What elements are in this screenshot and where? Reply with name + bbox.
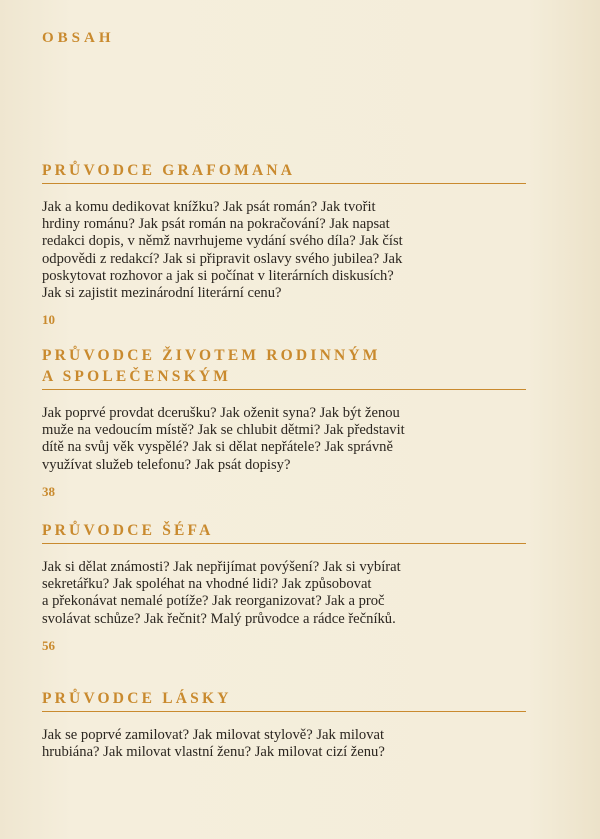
description-line: sekretářku? Jak spoléhat na vhodné lidi? Jak způsobovat (42, 576, 372, 593)
description-line: Jak si zajistit mezinárodní literární cenu? (42, 285, 282, 302)
section-rule (42, 389, 526, 390)
description-line: Jak poprvé provdat dcerušku? Jak oženit syna? Jak být ženou (42, 405, 400, 421)
section-description (42, 405, 526, 474)
toc-heading: OBSAH (42, 30, 115, 46)
description-line: a překonávat nemalé potíže? Jak reorganizovat? Jak a proč (42, 593, 385, 610)
toc-section-grafoman (42, 160, 526, 328)
section-rule (42, 543, 526, 544)
section-rule (42, 711, 526, 712)
toc-section-laska (42, 688, 526, 761)
section-description (42, 727, 526, 761)
section-title: PRŮVODCE GRAFOMANA (42, 162, 296, 179)
section-rule (42, 183, 526, 184)
section-title: PRŮVODCE ŠÉFA (42, 522, 214, 539)
description-line: dítě na svůj věk vyspělé? Jak si dělat nepřátele? Jak správně (42, 439, 393, 456)
section-title: PRŮVODCE ŽIVOTEM RODINNÝM (42, 347, 381, 364)
section-title-continued: A SPOLEČENSKÝM (42, 368, 232, 385)
description-line: svolávat schůze? Jak řečnit? Malý průvodce a rádce řečníků. (42, 610, 396, 627)
description-line: hrubiána? Jak milovat vlastní ženu? Jak milovat cizí ženu? (42, 744, 385, 761)
page-number: 38 (42, 483, 55, 499)
section-description (42, 559, 526, 628)
toc-section-rodinny (42, 345, 526, 500)
toc-section-sef (42, 520, 526, 654)
description-line: redakci dopis, v němž navrhujeme vydání svého díla? Jak číst (42, 233, 403, 250)
description-line: Jak se poprvé zamilovat? Jak milovat stylově? Jak milovat (42, 727, 385, 743)
description-line: muže na vedoucím místě? Jak se chlubit dětmi? Jak představit (42, 422, 405, 439)
section-description (42, 199, 526, 302)
page-number: 10 (42, 312, 55, 328)
section-title: PRŮVODCE LÁSKY (42, 690, 232, 707)
description-line: Jak a komu dedikovat knížku? Jak psát román? Jak tvořit (42, 199, 376, 215)
description-line: poskytovat rozhovor a jak si počínat v literárních diskusích? (42, 267, 394, 284)
description-line: hrdiny románu? Jak psát román na pokračování? Jak napsat (42, 216, 390, 233)
page-number: 56 (42, 637, 55, 653)
description-line: využívat služeb telefonu? Jak psát dopisy? (42, 456, 291, 473)
description-line: Jak si dělat známosti? Jak nepřijímat povýšení? Jak si vybírat (42, 559, 401, 575)
description-line: odpovědi z redakcí? Jak si připravit oslavy svého jubilea? Jak (42, 250, 403, 267)
